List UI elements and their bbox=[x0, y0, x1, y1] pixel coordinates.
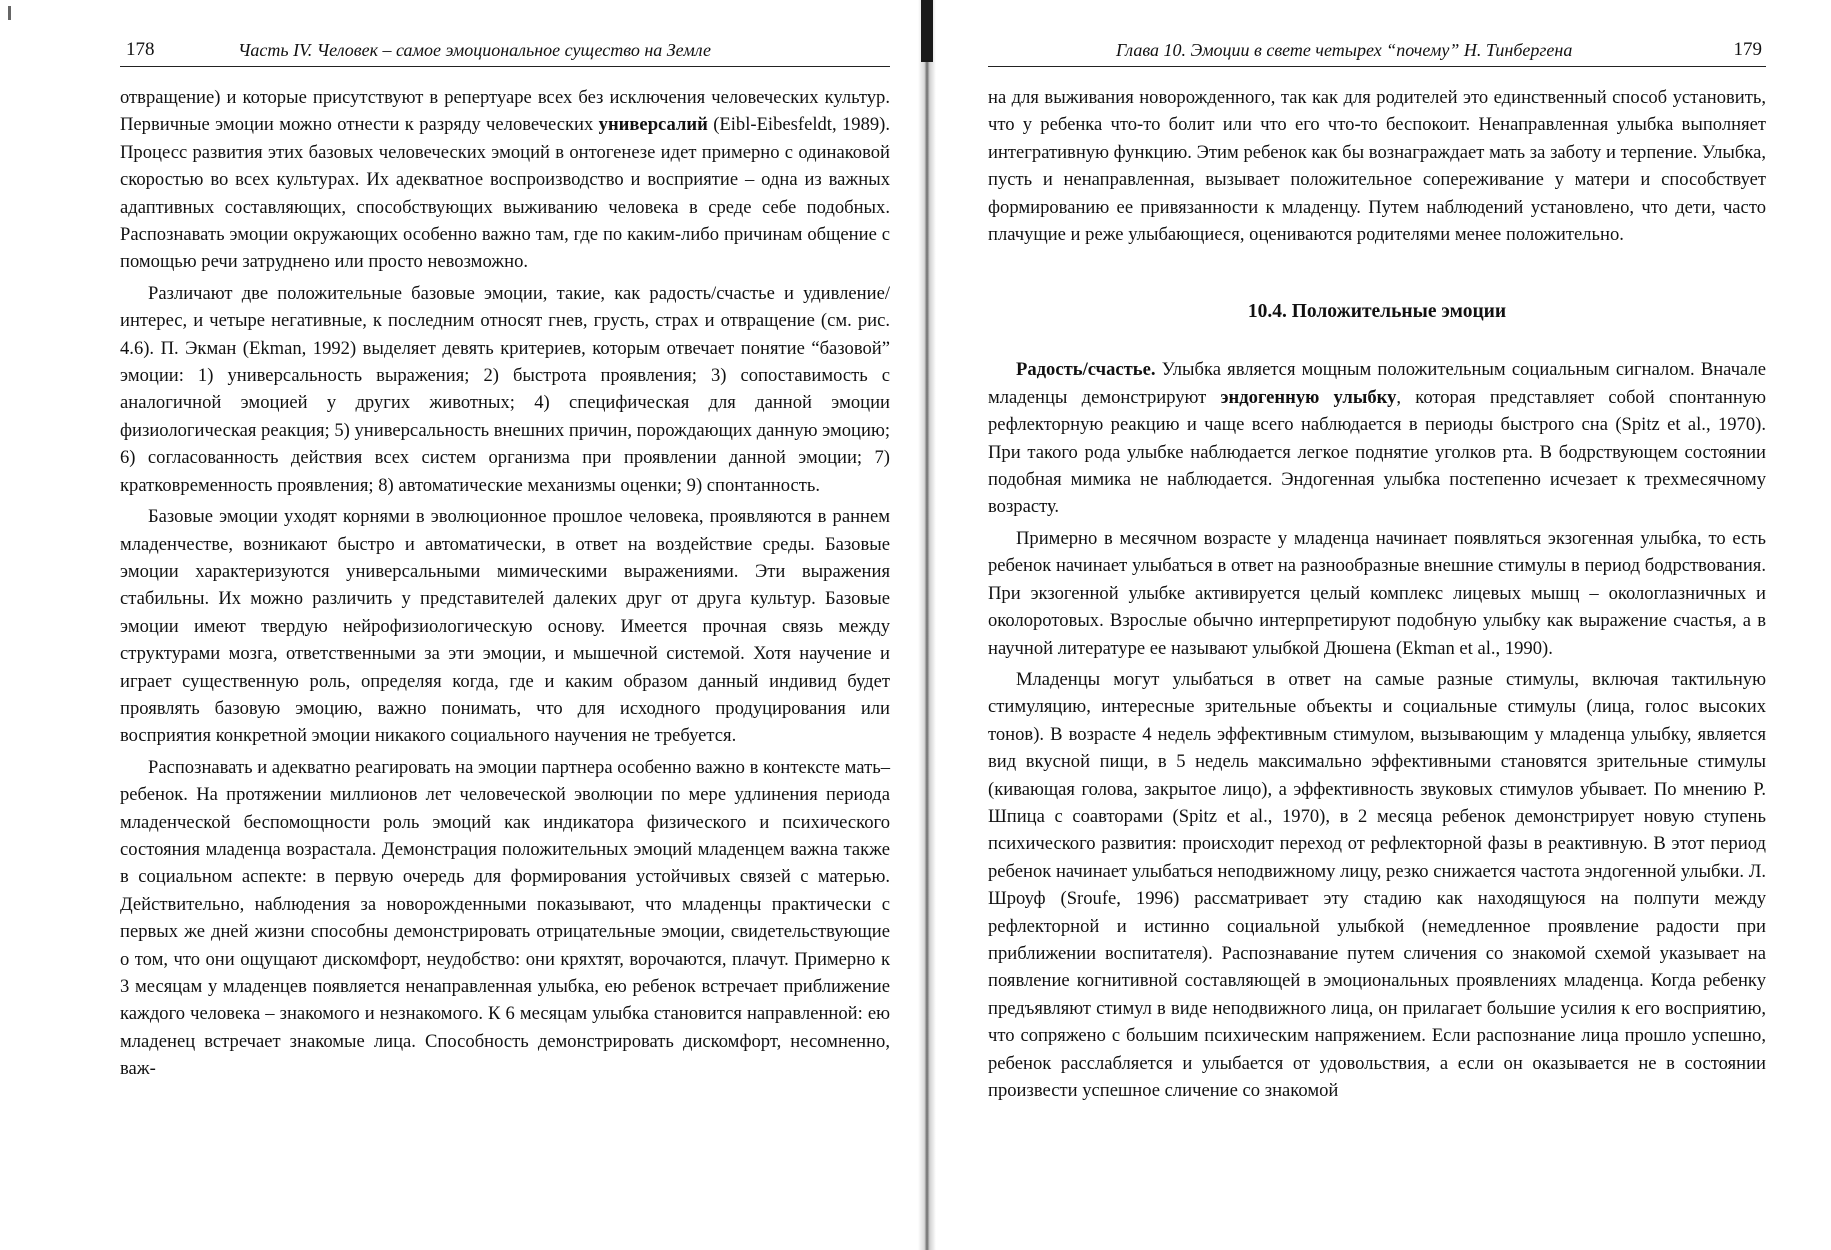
paragraph bbox=[120, 280, 890, 499]
book-spine-shadow bbox=[921, 0, 933, 62]
paragraph: на для выживания новорожденного, так как для родителей это единственный способ установить, что у ребенка что-то болит или что его что-то беспокоит. Ненаправленная улыбка выполняет интегративную функцию. Этим ребенок как бы вознаграждает мать за заботу и терпение. Улыбка, пусть и ненаправленная, вызывает положительное сопереживание у матери и способствует формированию ее привязанности к младенцу. Путем наблюдений установлено, что дети, часто плачущие и реже улыбающиеся, оцениваются родителями менее положительно. bbox=[988, 87, 1766, 246]
scan-mark bbox=[8, 6, 11, 20]
bold-lead: Радость/счастье. bbox=[1016, 359, 1156, 381]
paragraph-text: , которая представляет собой спонтанную рефлекторную реакцию и чаще всего наблюдается в периоды быстрого сна (Spitz et al., 1970). При такого рода улыбке наблюдается легкое поднятие уголков рта. В бодрствующем состоянии подобная мимика не наблюдается. Эндогенная улыбка постепенно исчезает к трехмесячному возрасту. bbox=[988, 386, 1766, 518]
paragraph-text: Улыбка является мощным положительным социальным сигналом. Вначале младенцы демонстрируют bbox=[988, 359, 1766, 408]
paragraph bbox=[120, 84, 890, 276]
paragraph bbox=[988, 356, 1766, 520]
paragraph bbox=[120, 503, 890, 750]
bold-term: эндогенную улыбку bbox=[1220, 386, 1397, 408]
left-page-body bbox=[120, 84, 890, 1083]
page-number-right: 179 bbox=[1733, 39, 1762, 60]
paragraph-text: отвращение) и которые присутствуют в репертуаре всех без исключения человеческих культур. Первичные эмоции можно отнести к разряду человеческих bbox=[120, 87, 890, 136]
paragraph-text: Различают две положительные базовые эмоции, такие, как радость/счастье и удивление/интерес, и четыре негативные, к последним относят гнев, грусть, страх и отвращение (см. рис. 4.6). П. Экман (Ekman, 1992) выделяет девять критериев, которым отвечает понятие “базовой” эмоции: 1) универсальность выражения; 2) быстрота проявления; 3) сопоставимость с аналогичной эмоцией у других животных; 4) специфическая для данной эмоции физиологическая реакция; 5) универсальность внешних причин, порождающих данную эмоцию; 6) согласованность действия всех систем организма при проявлении данной эмоции; 7) кратковременность проявления; 8) автоматические механизмы оценки; 9) спонтанность. bbox=[120, 282, 891, 496]
bold-term: универсалий bbox=[598, 114, 708, 136]
paragraph: Примерно в месячном возрасте у младенца начинает появляться экзогенная улыбка, то есть ребенок начинает улыбаться в ответ на разнообразные внешние стимулы в период бодрствования. При экзогенной улыбке активируется целый комплекс лицевых мышц – окологлазничных и околоротовых. Взрослые обычно интерпретируют подобную улыбку как выражение счастья, а в научной литературе ее называют улыбкой Дюшена (Ekman et al., 1990). bbox=[988, 527, 1766, 659]
book-gutter bbox=[918, 0, 936, 1250]
right-page-body bbox=[988, 84, 1766, 1104]
left-running-head bbox=[120, 36, 890, 67]
section-heading: 10.4. Положительные эмоции bbox=[1247, 301, 1507, 323]
paragraph-text: Распознавать и адекватно реагировать на эмоции партнера особенно важно в контексте мать–ребенок. На протяжении миллионов лет человеческой эволюции по мере удлинения периода младенческой беспомощности роль эмоций как индикатора физического и психического состояния младенца возрастала. Демонстрация положительных эмоций младенцем важна также в социальном аспекте: в первую очередь для формирования устойчивых связей с матерью. Действительно, наблюдения за новорожденными показывают, что младенцы практически с первых же дней жизни способны демонстрировать отрицательные эмоции, свидетельствующие о том, что они ощущают дискомфорт, неудобство: они кряхтят, ворочаются, плачут. Примерно к 3 месяцам у младенцев появляется ненаправленная улыбка, ею ребенок встречает приближение каждого человека – знакомого и незнакомого. К 6 месяцам улыбка становится направленной: ею младенец встречает знакомые лица. Способность демонстрировать дискомфорт, несомненно, важ- bbox=[120, 756, 890, 1080]
paragraph: Младенцы могут улыбаться в ответ на самые разные стимулы, включая тактильную стимуляцию, интересные зрительные объекты и социальные стимулы (лица, голос высоких тонов). В возрасте 4 недель эффективным стимулом, вызывающим у младенца улыбку, является вид вкусной пищи, в 5 недель максимально эффективными становятся зрительные стимулы (кивающая голова, закрытое лицо), а эффективность звуковых стимулов убывает. По мнению Р. Шпица с соавторами (Spitz et al., 1970), в 2 месяца ребенок демонстрирует новую ступень психического развития: происходит переход от рефлекторной фазы в реактивную. В этот период ребенок начинает улыбаться неподвижному лицу, резко снижается частота эндогенной улыбки. Л. Шроуф (Sroufe, 1996) рассматривает эту стадию как находящуюся на полпути между рефлекторной и истинно социальной улыбкой (немедленное проявление радости при приближении воспитателя). Распознавание путем сличения со знакомой схемой указывает на появление когнитивной составляющей в эмоциональных проявлениях младенца. Когда ребенку предъявляют стимул в виде неподвижного лица, он прилагает большие усилия к его восприятию, что сопряжено с большим психическим напряжением. Если распознание лица прошло успешно, ребенок расслабляется и улыбается от удовольствия, а если он оказывается не в состоянии произвести успешное сличение со знакомой bbox=[988, 668, 1766, 1101]
paragraph bbox=[120, 754, 890, 1083]
paragraph-text: (Eibl-Eibesfeldt, 1989). Процесс развития этих базовых человеческих эмоций в онтогенезе идет примерно с одинаковой скоростью во всех культурах. Их адекватное воспроизводство и восприятие – одна из важных адаптивных составляющих, способствующих выживанию человека в среде себе подобных. Распознавать эмоции окружающих особенно важно там, где по каким-либо причинам общение с помощью речи затруднено или просто невозможно. bbox=[120, 114, 890, 273]
left-page bbox=[120, 0, 890, 1250]
paragraph-text: Базовые эмоции уходят корнями в эволюционное прошлое человека, проявляются в раннем младенчестве, возникают быстро и автоматически, в ответ на воздействие среды. Базовые эмоции характеризуются универсальными мимическими выражениями. Эти выражения стабильны. Их можно различить у представителей далеких друг от друга культур. Базовые эмоции имеют твердую нейрофизиологическую основу. Имеется прочная связь между структурами мозга, ответственными за эти эмоции, и мышечной системой. Хотя научение и играет существенную роль, определяя когда, где и каким образом данный индивид будет проявлять базовую эмоцию, важно понимать, что для исходного продуцирования или восприятия конкретной эмоции никакого социального научения не требуется. bbox=[120, 506, 890, 747]
right-running-head bbox=[988, 36, 1766, 67]
running-title-right: Глава 10. Эмоции в свете четырех “почему” Н. Тинбергена bbox=[1116, 40, 1573, 60]
running-title-left: Часть IV. Человек – самое эмоциональное существо на Земле bbox=[238, 40, 711, 60]
right-page bbox=[988, 0, 1766, 1250]
page-number-left: 178 bbox=[126, 39, 155, 60]
